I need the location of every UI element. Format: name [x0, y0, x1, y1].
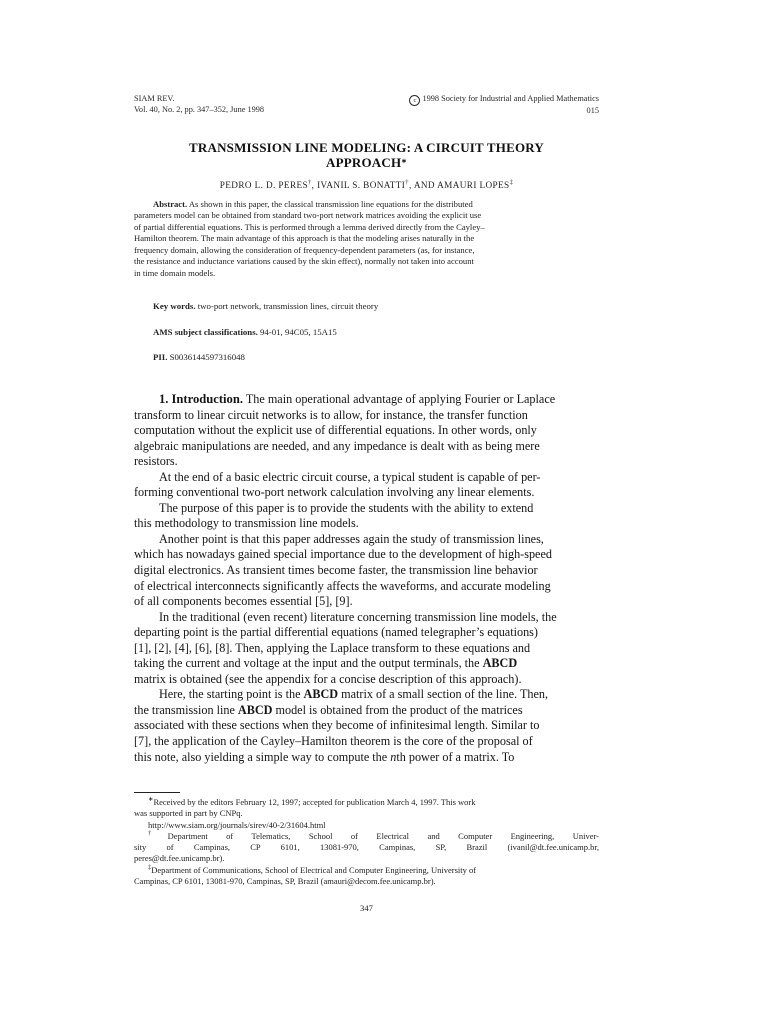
pii-heading: PII.	[153, 352, 168, 362]
abstract-line-2: parameters model can be obtained from standard two-port network matrices avoiding the explicit use	[134, 210, 482, 221]
journal-name: SIAM REV.	[134, 94, 175, 103]
body-line-22: associated with these sections when they become of infinitesimal length. Similar to	[134, 718, 540, 733]
body-line-10: Another point is that this paper addresses again the study of transmission lines,	[159, 531, 544, 546]
abstract-heading: Abstract.	[153, 199, 188, 209]
author-1: PEDRO L. D. PERES	[219, 180, 308, 190]
body-line-21	[134, 703, 599, 719]
footnote-3-line-2: Campinas, CP 6101, 13081-970, Campinas, SP, Brazil (amauri@decom.fee.unicamp.br).	[134, 876, 436, 887]
body-line-18	[134, 656, 599, 672]
footnote-1-line-2: was supported in part by CNPq.	[134, 808, 243, 819]
body-line-23: [7], the application of the Cayley–Hamilton theorem is the core of the proposal of	[134, 734, 533, 749]
abcd-term: ABCD	[303, 687, 339, 702]
author-1-mark: †	[308, 179, 312, 186]
footnote-1-line-1	[134, 797, 599, 808]
body-text-18a: taking the current and voltage at the input and the output terminals, the	[134, 656, 483, 671]
keywords-heading: Key words.	[153, 301, 196, 311]
footnote-3-line-1	[134, 865, 599, 876]
section-introduction	[134, 392, 599, 765]
abcd-term: ABCD	[237, 702, 273, 717]
section-title: Introduction.	[171, 392, 243, 406]
body-line-20	[134, 687, 599, 703]
author-3-mark: ‡	[509, 179, 514, 186]
footnote-2-line-2: sity of Campinas, CP 6101, 13081-970, Campinas, SP, Brazil (ivanil@dt.fee.unicamp.br,	[134, 842, 599, 853]
page-number: 347	[360, 903, 373, 913]
article-code: 015	[586, 106, 599, 115]
copyright-text: 1998 Society for Industrial and Applied Mathematics	[422, 94, 599, 103]
copyright-icon: c	[409, 95, 420, 106]
volume-info: Vol. 40, No. 2, pp. 347–352, June 1998	[134, 104, 265, 114]
footnote-rule	[134, 792, 180, 793]
abcd-term: ABCD	[482, 656, 518, 671]
footnote-2-text: Department of Telematics, School of Electrical and Computer Engineering, Univer-	[167, 830, 600, 841]
ams-text: 94-01, 94C05, 15A15	[260, 327, 337, 337]
body-line-13: of electrical interconnects significantly affects the waveforms, and accurate modeling	[134, 578, 551, 593]
copyright-line	[350, 94, 599, 106]
title-footnote-mark: ∗	[401, 158, 407, 165]
body-line-4: algebraic manipulations are needed, and any impedance is dealt with as being mere	[134, 438, 540, 453]
journal-header	[134, 94, 264, 115]
title-line-2	[134, 155, 599, 170]
author-3: AMAURI LOPES	[437, 180, 510, 190]
body-line-1	[134, 392, 599, 408]
body-text-1: The main operational advantage of applying Fourier or Laplace	[245, 392, 556, 406]
abstract	[134, 199, 599, 279]
abstract-line-5: frequency domain, allowing the consideration of frequency-dependent parameters (as, for instance,	[134, 244, 475, 255]
ams-classifications	[153, 327, 337, 337]
author-separator-2: , AND	[408, 180, 438, 190]
title-line-2-text: APPROACH	[326, 155, 402, 170]
author-2-mark: †	[405, 179, 409, 186]
body-line-11: which has nowadays gained special importance due to the development of high-speed	[134, 547, 552, 562]
body-text-24c: th power of a matrix. To	[396, 749, 515, 764]
pii-text: S0036144597316048	[169, 352, 245, 362]
body-line-17: [1], [2], [4], [6], [8]. Then, applying the Laplace transform to these equations and	[134, 640, 531, 655]
body-line-15: In the traditional (even recent) literature concerning transmission line models, the	[159, 609, 557, 624]
footnote-3-mark: ‡	[148, 863, 152, 871]
footnote-1-url: http://www.siam.org/journals/sirev/40-2/31604.html	[148, 819, 326, 830]
footnotes	[134, 797, 599, 887]
abstract-line-4: Hamilton theorem. The main advantage of this approach is that the modeling arises naturally in the	[134, 233, 475, 244]
body-text-20a: Here, the starting point is the	[159, 687, 304, 702]
footnote-3-text: Department of Communications, School of Electrical and Computer Engineering, University of	[151, 864, 477, 875]
keywords	[153, 301, 378, 311]
body-text-20c: matrix of a small section of the line. Then,	[338, 687, 549, 702]
section-number: 1.	[159, 392, 169, 406]
copyright-header	[350, 94, 599, 117]
author-2: IVANIL S. BONATTI	[317, 180, 406, 190]
body-line-8: The purpose of this paper is to provide the students with the ability to extend	[159, 500, 534, 515]
abstract-line-3: of partial differential equations. This is performed through a lemma derived directly from the Cayley–	[134, 221, 485, 232]
body-text-21c: model is obtained from the product of the matrices	[272, 702, 523, 717]
body-line-2: transform to linear circuit networks is to allow, for instance, the transfer function	[134, 407, 528, 422]
keywords-text: two-port network, transmission lines, circuit theory	[197, 301, 379, 311]
footnote-2-mark: †	[148, 829, 168, 837]
body-line-3: computation without the explicit use of differential equations. In other words, only	[134, 423, 537, 438]
abstract-line-1	[134, 199, 599, 210]
footnote-1-text: Received by the editors February 12, 1997; accepted for publication March 4, 1997. This work	[153, 797, 476, 807]
ams-heading: AMS subject classifications.	[153, 327, 258, 337]
title-line-1: TRANSMISSION LINE MODELING: A CIRCUIT THEORY	[189, 140, 544, 155]
footnote-2-line-1	[134, 831, 599, 842]
abstract-line-6: the resistance and inductance variations caused by the skin effect), normally not taken into account	[134, 256, 474, 267]
body-line-5: resistors.	[134, 454, 178, 469]
abstract-text-1: As shown in this paper, the classical transmission line equations for the distributed	[188, 199, 473, 209]
footnote-1-mark: ∗	[148, 796, 154, 803]
author-list	[134, 180, 599, 190]
abstract-line-7: in time domain models.	[134, 267, 216, 278]
body-line-16: departing point is the partial differential equations (named telegrapher’s equations)	[134, 625, 538, 640]
body-line-14: of all components becomes essential [5], [9].	[134, 594, 353, 609]
body-text-21a: the transmission line	[134, 702, 238, 717]
body-line-7: forming conventional two-port network calculation involving any linear elements.	[134, 485, 535, 500]
body-line-6: At the end of a basic electric circuit course, a typical student is capable of per-	[159, 469, 541, 484]
body-line-9: this methodology to transmission line models.	[134, 516, 359, 531]
body-text-24a: this note, also yielding a simple way to compute the	[134, 749, 391, 764]
author-separator-1: ,	[311, 180, 318, 190]
body-line-19: matrix is obtained (see the appendix for a concise description of this approach).	[134, 671, 522, 686]
paper-title	[134, 140, 599, 170]
body-line-24	[134, 750, 599, 766]
math-n: n	[390, 749, 397, 764]
body-line-12: digital electronics. As transient times become faster, the transmission line behavior	[134, 563, 538, 578]
pii	[153, 352, 245, 362]
footnote-2-line-3: peres@dt.fee.unicamp.br).	[134, 853, 225, 864]
